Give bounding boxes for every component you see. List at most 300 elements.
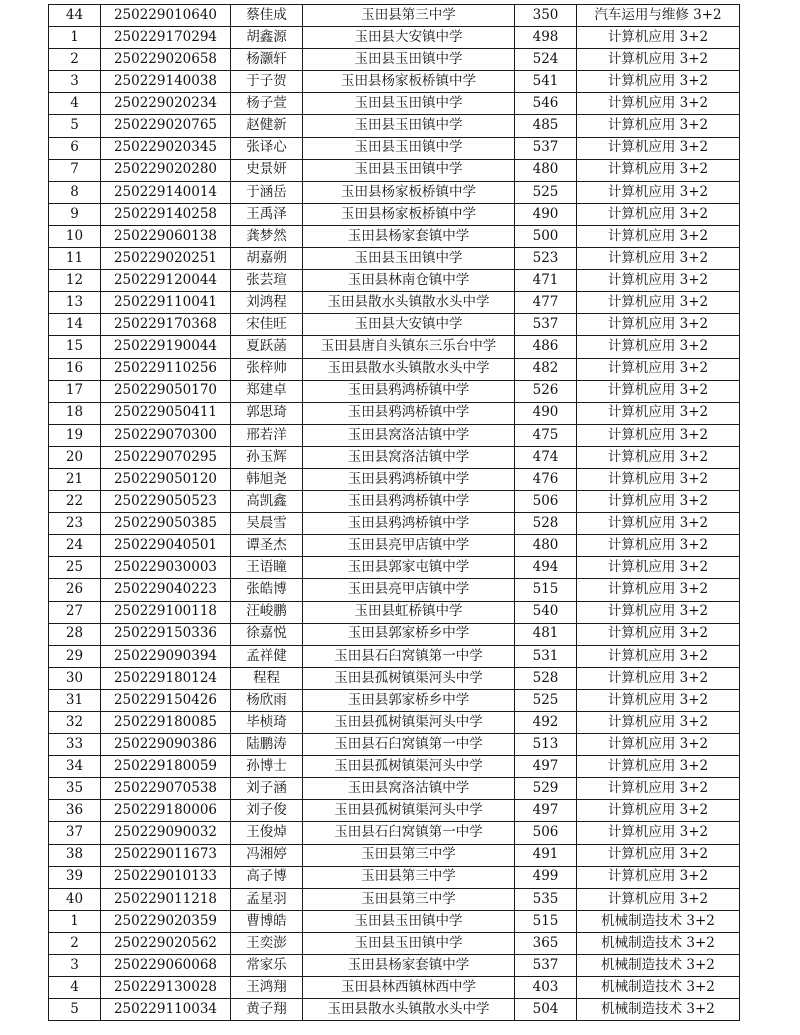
major-cell: 汽车运用与维修 3+2 bbox=[577, 5, 740, 27]
score-cell: 477 bbox=[515, 292, 577, 314]
row-number-cell: 15 bbox=[49, 336, 101, 358]
table-row bbox=[49, 71, 740, 93]
school-cell: 玉田县石臼窝镇第一中学 bbox=[303, 822, 515, 844]
school-cell: 玉田县唐自头镇东三乐台中学 bbox=[303, 336, 515, 358]
school-cell: 玉田县玉田镇中学 bbox=[303, 115, 515, 137]
exam-id-cell: 250229170368 bbox=[101, 314, 231, 336]
exam-id-cell: 250229011673 bbox=[101, 844, 231, 866]
major-cell: 计算机应用 3+2 bbox=[577, 888, 740, 910]
exam-id-cell: 250229020251 bbox=[101, 248, 231, 270]
major-cell: 计算机应用 3+2 bbox=[577, 866, 740, 888]
score-cell: 494 bbox=[515, 557, 577, 579]
table-row bbox=[49, 800, 740, 822]
exam-id-cell: 250229030003 bbox=[101, 557, 231, 579]
score-cell: 506 bbox=[515, 822, 577, 844]
student-name-cell: 毕桢琦 bbox=[231, 712, 303, 734]
school-cell: 玉田县石臼窝镇第一中学 bbox=[303, 734, 515, 756]
score-cell: 540 bbox=[515, 601, 577, 623]
major-cell: 计算机应用 3+2 bbox=[577, 270, 740, 292]
row-number-cell: 3 bbox=[49, 71, 101, 93]
student-name-cell: 刘鸿程 bbox=[231, 292, 303, 314]
school-cell: 玉田县杨家套镇中学 bbox=[303, 225, 515, 247]
school-cell: 玉田县玉田镇中学 bbox=[303, 932, 515, 954]
major-cell: 计算机应用 3+2 bbox=[577, 292, 740, 314]
exam-id-cell: 250229010640 bbox=[101, 5, 231, 27]
row-number-cell: 22 bbox=[49, 491, 101, 513]
score-cell: 546 bbox=[515, 93, 577, 115]
exam-id-cell: 250229100118 bbox=[101, 601, 231, 623]
table-row bbox=[49, 402, 740, 424]
school-cell: 玉田县第三中学 bbox=[303, 844, 515, 866]
school-cell: 玉田县第三中学 bbox=[303, 5, 515, 27]
exam-id-cell: 250229110256 bbox=[101, 358, 231, 380]
exam-id-cell: 250229140258 bbox=[101, 203, 231, 225]
student-name-cell: 胡鑫源 bbox=[231, 27, 303, 49]
table-row bbox=[49, 93, 740, 115]
major-cell: 机械制造技术 3+2 bbox=[577, 932, 740, 954]
table-row bbox=[49, 955, 740, 977]
score-cell: 513 bbox=[515, 734, 577, 756]
table-row bbox=[49, 734, 740, 756]
student-name-cell: 史景妍 bbox=[231, 159, 303, 181]
school-cell: 玉田县玉田镇中学 bbox=[303, 248, 515, 270]
score-cell: 526 bbox=[515, 380, 577, 402]
school-cell: 玉田县第三中学 bbox=[303, 866, 515, 888]
school-cell: 玉田县虹桥镇中学 bbox=[303, 601, 515, 623]
score-cell: 490 bbox=[515, 402, 577, 424]
row-number-cell: 19 bbox=[49, 424, 101, 446]
exam-id-cell: 250229090386 bbox=[101, 734, 231, 756]
exam-id-cell: 250229180059 bbox=[101, 756, 231, 778]
major-cell: 计算机应用 3+2 bbox=[577, 203, 740, 225]
school-cell: 玉田县杨家板桥镇中学 bbox=[303, 181, 515, 203]
student-name-cell: 王俊焯 bbox=[231, 822, 303, 844]
major-cell: 机械制造技术 3+2 bbox=[577, 999, 740, 1021]
table-row bbox=[49, 844, 740, 866]
row-number-cell: 23 bbox=[49, 513, 101, 535]
exam-id-cell: 250229070295 bbox=[101, 446, 231, 468]
major-cell: 计算机应用 3+2 bbox=[577, 756, 740, 778]
table-row bbox=[49, 380, 740, 402]
table-row bbox=[49, 623, 740, 645]
score-cell: 480 bbox=[515, 159, 577, 181]
major-cell: 机械制造技术 3+2 bbox=[577, 977, 740, 999]
major-cell: 计算机应用 3+2 bbox=[577, 225, 740, 247]
row-number-cell: 9 bbox=[49, 203, 101, 225]
major-cell: 计算机应用 3+2 bbox=[577, 424, 740, 446]
school-cell: 玉田县孤树镇渠河头中学 bbox=[303, 667, 515, 689]
student-name-cell: 陆鹏涛 bbox=[231, 734, 303, 756]
student-name-cell: 邢若洋 bbox=[231, 424, 303, 446]
exam-id-cell: 250229020359 bbox=[101, 910, 231, 932]
score-cell: 474 bbox=[515, 446, 577, 468]
major-cell: 计算机应用 3+2 bbox=[577, 579, 740, 601]
score-cell: 482 bbox=[515, 358, 577, 380]
major-cell: 计算机应用 3+2 bbox=[577, 93, 740, 115]
score-cell: 541 bbox=[515, 71, 577, 93]
admission-roster-table bbox=[48, 4, 740, 1021]
row-number-cell: 6 bbox=[49, 137, 101, 159]
major-cell: 计算机应用 3+2 bbox=[577, 513, 740, 535]
exam-id-cell: 250229050411 bbox=[101, 402, 231, 424]
row-number-cell: 44 bbox=[49, 5, 101, 27]
row-number-cell: 14 bbox=[49, 314, 101, 336]
exam-id-cell: 250229020658 bbox=[101, 49, 231, 71]
school-cell: 玉田县亮甲店镇中学 bbox=[303, 579, 515, 601]
table-row bbox=[49, 358, 740, 380]
score-cell: 523 bbox=[515, 248, 577, 270]
table-row bbox=[49, 778, 740, 800]
score-cell: 492 bbox=[515, 712, 577, 734]
student-name-cell: 吴晨雪 bbox=[231, 513, 303, 535]
school-cell: 玉田县杨家套镇中学 bbox=[303, 955, 515, 977]
table-row bbox=[49, 314, 740, 336]
exam-id-cell: 250229090032 bbox=[101, 822, 231, 844]
table-row bbox=[49, 645, 740, 667]
row-number-cell: 25 bbox=[49, 557, 101, 579]
table-row bbox=[49, 181, 740, 203]
row-number-cell: 11 bbox=[49, 248, 101, 270]
exam-id-cell: 250229190044 bbox=[101, 336, 231, 358]
row-number-cell: 28 bbox=[49, 623, 101, 645]
score-cell: 486 bbox=[515, 336, 577, 358]
table-row bbox=[49, 689, 740, 711]
score-cell: 476 bbox=[515, 468, 577, 490]
table-row bbox=[49, 557, 740, 579]
table-row bbox=[49, 27, 740, 49]
score-cell: 497 bbox=[515, 800, 577, 822]
table-row bbox=[49, 159, 740, 181]
exam-id-cell: 250229010133 bbox=[101, 866, 231, 888]
exam-id-cell: 250229110041 bbox=[101, 292, 231, 314]
student-name-cell: 孙玉辉 bbox=[231, 446, 303, 468]
student-name-cell: 郭思琦 bbox=[231, 402, 303, 424]
exam-id-cell: 250229050120 bbox=[101, 468, 231, 490]
major-cell: 计算机应用 3+2 bbox=[577, 181, 740, 203]
row-number-cell: 10 bbox=[49, 225, 101, 247]
table-row bbox=[49, 712, 740, 734]
row-number-cell: 27 bbox=[49, 601, 101, 623]
major-cell: 计算机应用 3+2 bbox=[577, 491, 740, 513]
row-number-cell: 33 bbox=[49, 734, 101, 756]
score-cell: 490 bbox=[515, 203, 577, 225]
student-name-cell: 夏跃菡 bbox=[231, 336, 303, 358]
exam-id-cell: 250229020562 bbox=[101, 932, 231, 954]
student-name-cell: 张芸瑄 bbox=[231, 270, 303, 292]
row-number-cell: 1 bbox=[49, 27, 101, 49]
table-row bbox=[49, 977, 740, 999]
school-cell: 玉田县林南仓镇中学 bbox=[303, 270, 515, 292]
exam-id-cell: 250229090394 bbox=[101, 645, 231, 667]
score-cell: 528 bbox=[515, 513, 577, 535]
table-row bbox=[49, 932, 740, 954]
table-row bbox=[49, 248, 740, 270]
student-name-cell: 蔡佳成 bbox=[231, 5, 303, 27]
score-cell: 525 bbox=[515, 181, 577, 203]
score-cell: 498 bbox=[515, 27, 577, 49]
school-cell: 玉田县大安镇中学 bbox=[303, 27, 515, 49]
school-cell: 玉田县散水头镇散水头中学 bbox=[303, 999, 515, 1021]
student-name-cell: 赵健新 bbox=[231, 115, 303, 137]
major-cell: 计算机应用 3+2 bbox=[577, 137, 740, 159]
student-name-cell: 刘子涵 bbox=[231, 778, 303, 800]
row-number-cell: 34 bbox=[49, 756, 101, 778]
student-name-cell: 高凯鑫 bbox=[231, 491, 303, 513]
school-cell: 玉田县石臼窝镇第一中学 bbox=[303, 645, 515, 667]
student-name-cell: 韩旭尧 bbox=[231, 468, 303, 490]
student-name-cell: 王禹泽 bbox=[231, 203, 303, 225]
score-cell: 537 bbox=[515, 955, 577, 977]
student-name-cell: 宋佳旺 bbox=[231, 314, 303, 336]
school-cell: 玉田县散水头镇散水头中学 bbox=[303, 292, 515, 314]
table-row bbox=[49, 446, 740, 468]
student-name-cell: 高子博 bbox=[231, 866, 303, 888]
row-number-cell: 4 bbox=[49, 977, 101, 999]
student-name-cell: 杨欣雨 bbox=[231, 689, 303, 711]
major-cell: 计算机应用 3+2 bbox=[577, 248, 740, 270]
major-cell: 计算机应用 3+2 bbox=[577, 402, 740, 424]
school-cell: 玉田县第三中学 bbox=[303, 888, 515, 910]
student-name-cell: 刘子俊 bbox=[231, 800, 303, 822]
major-cell: 计算机应用 3+2 bbox=[577, 27, 740, 49]
score-cell: 497 bbox=[515, 756, 577, 778]
major-cell: 计算机应用 3+2 bbox=[577, 800, 740, 822]
table-row bbox=[49, 49, 740, 71]
major-cell: 计算机应用 3+2 bbox=[577, 645, 740, 667]
score-cell: 537 bbox=[515, 314, 577, 336]
student-name-cell: 杨子萱 bbox=[231, 93, 303, 115]
student-name-cell: 孙博士 bbox=[231, 756, 303, 778]
exam-id-cell: 250229110034 bbox=[101, 999, 231, 1021]
student-name-cell: 孟祥健 bbox=[231, 645, 303, 667]
school-cell: 玉田县鸦鸿桥镇中学 bbox=[303, 513, 515, 535]
table-row bbox=[49, 601, 740, 623]
student-name-cell: 王鸿翔 bbox=[231, 977, 303, 999]
major-cell: 计算机应用 3+2 bbox=[577, 844, 740, 866]
score-cell: 537 bbox=[515, 137, 577, 159]
table-row bbox=[49, 910, 740, 932]
row-number-cell: 31 bbox=[49, 689, 101, 711]
student-name-cell: 冯湘婷 bbox=[231, 844, 303, 866]
row-number-cell: 12 bbox=[49, 270, 101, 292]
student-name-cell: 于子贺 bbox=[231, 71, 303, 93]
major-cell: 计算机应用 3+2 bbox=[577, 380, 740, 402]
student-name-cell: 郑建卓 bbox=[231, 380, 303, 402]
student-name-cell: 王语瞳 bbox=[231, 557, 303, 579]
score-cell: 350 bbox=[515, 5, 577, 27]
table-row bbox=[49, 225, 740, 247]
score-cell: 500 bbox=[515, 225, 577, 247]
row-number-cell: 38 bbox=[49, 844, 101, 866]
table-row bbox=[49, 579, 740, 601]
student-name-cell: 于涵岳 bbox=[231, 181, 303, 203]
row-number-cell: 30 bbox=[49, 667, 101, 689]
score-cell: 531 bbox=[515, 645, 577, 667]
major-cell: 计算机应用 3+2 bbox=[577, 778, 740, 800]
exam-id-cell: 250229020280 bbox=[101, 159, 231, 181]
student-name-cell: 徐嘉悦 bbox=[231, 623, 303, 645]
major-cell: 机械制造技术 3+2 bbox=[577, 955, 740, 977]
row-number-cell: 39 bbox=[49, 866, 101, 888]
score-cell: 504 bbox=[515, 999, 577, 1021]
row-number-cell: 8 bbox=[49, 181, 101, 203]
major-cell: 计算机应用 3+2 bbox=[577, 159, 740, 181]
major-cell: 计算机应用 3+2 bbox=[577, 49, 740, 71]
exam-id-cell: 250229070300 bbox=[101, 424, 231, 446]
school-cell: 玉田县鸦鸿桥镇中学 bbox=[303, 380, 515, 402]
school-cell: 玉田县玉田镇中学 bbox=[303, 137, 515, 159]
student-name-cell: 程程 bbox=[231, 667, 303, 689]
table-row bbox=[49, 468, 740, 490]
row-number-cell: 2 bbox=[49, 49, 101, 71]
row-number-cell: 2 bbox=[49, 932, 101, 954]
student-name-cell: 张译心 bbox=[231, 137, 303, 159]
score-cell: 499 bbox=[515, 866, 577, 888]
row-number-cell: 5 bbox=[49, 115, 101, 137]
score-cell: 365 bbox=[515, 932, 577, 954]
row-number-cell: 1 bbox=[49, 910, 101, 932]
table-row bbox=[49, 5, 740, 27]
exam-id-cell: 250229050385 bbox=[101, 513, 231, 535]
student-name-cell: 曹博皓 bbox=[231, 910, 303, 932]
score-cell: 471 bbox=[515, 270, 577, 292]
exam-id-cell: 250229011218 bbox=[101, 888, 231, 910]
table-row bbox=[49, 491, 740, 513]
major-cell: 计算机应用 3+2 bbox=[577, 822, 740, 844]
exam-id-cell: 250229130028 bbox=[101, 977, 231, 999]
school-cell: 玉田县郭家屯镇中学 bbox=[303, 557, 515, 579]
school-cell: 玉田县杨家板桥镇中学 bbox=[303, 71, 515, 93]
exam-id-cell: 250229140038 bbox=[101, 71, 231, 93]
major-cell: 计算机应用 3+2 bbox=[577, 689, 740, 711]
school-cell: 玉田县孤树镇渠河头中学 bbox=[303, 712, 515, 734]
exam-id-cell: 250229050170 bbox=[101, 380, 231, 402]
exam-id-cell: 250229120044 bbox=[101, 270, 231, 292]
student-name-cell: 王奕澎 bbox=[231, 932, 303, 954]
roster-body bbox=[49, 5, 740, 1021]
school-cell: 玉田县孤树镇渠河头中学 bbox=[303, 800, 515, 822]
school-cell: 玉田县亮甲店镇中学 bbox=[303, 535, 515, 557]
exam-id-cell: 250229040501 bbox=[101, 535, 231, 557]
row-number-cell: 26 bbox=[49, 579, 101, 601]
table-row bbox=[49, 336, 740, 358]
table-row bbox=[49, 424, 740, 446]
score-cell: 515 bbox=[515, 910, 577, 932]
student-name-cell: 胡嘉朔 bbox=[231, 248, 303, 270]
school-cell: 玉田县窝洛沽镇中学 bbox=[303, 424, 515, 446]
student-name-cell: 黄子翔 bbox=[231, 999, 303, 1021]
row-number-cell: 17 bbox=[49, 380, 101, 402]
table-row bbox=[49, 866, 740, 888]
row-number-cell: 21 bbox=[49, 468, 101, 490]
table-row bbox=[49, 137, 740, 159]
major-cell: 计算机应用 3+2 bbox=[577, 557, 740, 579]
row-number-cell: 16 bbox=[49, 358, 101, 380]
school-cell: 玉田县大安镇中学 bbox=[303, 314, 515, 336]
score-cell: 480 bbox=[515, 535, 577, 557]
major-cell: 计算机应用 3+2 bbox=[577, 446, 740, 468]
exam-id-cell: 250229050523 bbox=[101, 491, 231, 513]
table-row bbox=[49, 535, 740, 557]
row-number-cell: 18 bbox=[49, 402, 101, 424]
major-cell: 计算机应用 3+2 bbox=[577, 712, 740, 734]
table-row bbox=[49, 888, 740, 910]
row-number-cell: 35 bbox=[49, 778, 101, 800]
row-number-cell: 36 bbox=[49, 800, 101, 822]
major-cell: 计算机应用 3+2 bbox=[577, 71, 740, 93]
row-number-cell: 32 bbox=[49, 712, 101, 734]
table-row bbox=[49, 822, 740, 844]
score-cell: 524 bbox=[515, 49, 577, 71]
table-row bbox=[49, 203, 740, 225]
major-cell: 计算机应用 3+2 bbox=[577, 535, 740, 557]
exam-id-cell: 250229180006 bbox=[101, 800, 231, 822]
school-cell: 玉田县杨家板桥镇中学 bbox=[303, 203, 515, 225]
row-number-cell: 13 bbox=[49, 292, 101, 314]
major-cell: 计算机应用 3+2 bbox=[577, 336, 740, 358]
exam-id-cell: 250229040223 bbox=[101, 579, 231, 601]
table-row bbox=[49, 999, 740, 1021]
row-number-cell: 7 bbox=[49, 159, 101, 181]
exam-id-cell: 250229150426 bbox=[101, 689, 231, 711]
student-name-cell: 汪峻鹏 bbox=[231, 601, 303, 623]
exam-id-cell: 250229020345 bbox=[101, 137, 231, 159]
row-number-cell: 20 bbox=[49, 446, 101, 468]
exam-id-cell: 250229070538 bbox=[101, 778, 231, 800]
school-cell: 玉田县孤树镇渠河头中学 bbox=[303, 756, 515, 778]
score-cell: 403 bbox=[515, 977, 577, 999]
score-cell: 475 bbox=[515, 424, 577, 446]
score-cell: 529 bbox=[515, 778, 577, 800]
row-number-cell: 40 bbox=[49, 888, 101, 910]
exam-id-cell: 250229170294 bbox=[101, 27, 231, 49]
score-cell: 525 bbox=[515, 689, 577, 711]
major-cell: 计算机应用 3+2 bbox=[577, 734, 740, 756]
school-cell: 玉田县窝洛沽镇中学 bbox=[303, 778, 515, 800]
score-cell: 485 bbox=[515, 115, 577, 137]
student-name-cell: 张梓帅 bbox=[231, 358, 303, 380]
major-cell: 计算机应用 3+2 bbox=[577, 623, 740, 645]
exam-id-cell: 250229140014 bbox=[101, 181, 231, 203]
row-number-cell: 3 bbox=[49, 955, 101, 977]
major-cell: 计算机应用 3+2 bbox=[577, 358, 740, 380]
score-cell: 491 bbox=[515, 844, 577, 866]
school-cell: 玉田县郭家桥乡中学 bbox=[303, 689, 515, 711]
school-cell: 玉田县鸦鸿桥镇中学 bbox=[303, 468, 515, 490]
exam-id-cell: 250229180085 bbox=[101, 712, 231, 734]
exam-id-cell: 250229180124 bbox=[101, 667, 231, 689]
exam-id-cell: 250229150336 bbox=[101, 623, 231, 645]
row-number-cell: 24 bbox=[49, 535, 101, 557]
school-cell: 玉田县鸦鸿桥镇中学 bbox=[303, 402, 515, 424]
school-cell: 玉田县窝洛沽镇中学 bbox=[303, 446, 515, 468]
score-cell: 481 bbox=[515, 623, 577, 645]
score-cell: 535 bbox=[515, 888, 577, 910]
table-row bbox=[49, 756, 740, 778]
score-cell: 528 bbox=[515, 667, 577, 689]
major-cell: 计算机应用 3+2 bbox=[577, 314, 740, 336]
school-cell: 玉田县鸦鸿桥镇中学 bbox=[303, 491, 515, 513]
row-number-cell: 4 bbox=[49, 93, 101, 115]
major-cell: 计算机应用 3+2 bbox=[577, 468, 740, 490]
exam-id-cell: 250229060138 bbox=[101, 225, 231, 247]
school-cell: 玉田县玉田镇中学 bbox=[303, 49, 515, 71]
row-number-cell: 37 bbox=[49, 822, 101, 844]
table-row bbox=[49, 513, 740, 535]
table-row bbox=[49, 270, 740, 292]
exam-id-cell: 250229060068 bbox=[101, 955, 231, 977]
student-name-cell: 龚梦然 bbox=[231, 225, 303, 247]
